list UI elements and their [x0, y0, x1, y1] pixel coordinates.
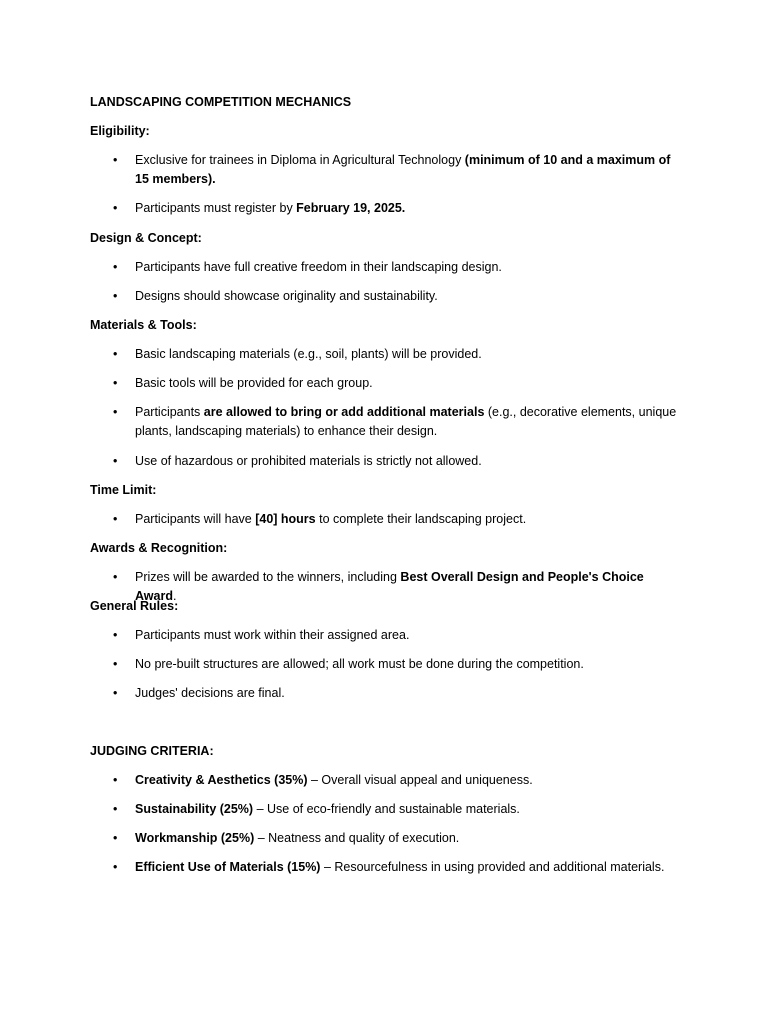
bullet: •	[113, 686, 118, 700]
bullet: •	[113, 260, 118, 274]
bullet: •	[113, 512, 118, 526]
item-emphasis: [40] hours	[255, 512, 316, 526]
judging-heading: JUDGING CRITERIA:	[90, 744, 214, 758]
item-emphasis: (minimum of 10 and a maximum of 15 members).	[135, 153, 671, 186]
item-text: (e.g., decorative elements, unique plants, landscaping materials) to enhance their design.	[135, 405, 677, 438]
item-emphasis: Sustainability (25%)	[135, 802, 254, 816]
list-item	[113, 626, 683, 645]
list-item	[113, 655, 683, 674]
bullet: •	[113, 201, 118, 215]
list-item	[113, 345, 683, 364]
item-text: – Use of eco-friendly and sustainable materials.	[253, 802, 520, 816]
list-item	[113, 199, 683, 218]
list-item	[113, 684, 683, 703]
design-heading: Design & Concept:	[90, 231, 202, 245]
materials-heading: Materials & Tools:	[90, 318, 197, 332]
list-item	[113, 374, 683, 393]
item-text: .	[172, 589, 177, 603]
list-item	[113, 452, 683, 471]
bullet: •	[113, 802, 118, 816]
list-item	[113, 403, 683, 441]
item-text: – Overall visual appeal and uniqueness.	[307, 773, 533, 787]
item-text: Participants must work within their assigned area.	[135, 628, 410, 642]
time-heading: Time Limit:	[90, 483, 157, 497]
bullet: •	[113, 773, 118, 787]
bullet: •	[113, 289, 118, 303]
rules-heading: General Rules:	[90, 599, 179, 613]
bullet: •	[113, 570, 118, 584]
list-item	[113, 771, 683, 790]
item-emphasis: Workmanship (25%)	[135, 831, 255, 845]
item-text: – Resourcefulness in using provided and additional materials.	[320, 860, 665, 874]
item-text: to complete their landscaping project.	[315, 512, 527, 526]
item-text: Judges' decisions are final.	[135, 686, 285, 700]
item-emphasis: are allowed to bring or add additional materials	[203, 405, 485, 419]
item-text: Basic landscaping materials (e.g., soil, plants) will be provided.	[135, 347, 482, 361]
item-text: Use of hazardous or prohibited materials is strictly not allowed.	[135, 454, 482, 468]
item-emphasis: Creativity & Aesthetics (35%)	[135, 773, 308, 787]
list-item	[113, 568, 683, 606]
item-emphasis: February 19, 2025.	[296, 201, 406, 215]
list-item	[113, 258, 683, 277]
list-item	[113, 510, 683, 529]
item-text: Participants will have	[135, 512, 256, 526]
bullet: •	[113, 347, 118, 361]
document-title: LANDSCAPING COMPETITION MECHANICS	[90, 95, 352, 109]
item-emphasis: Best Overall Design and People's Choice Award	[135, 570, 644, 603]
list-item	[113, 800, 683, 819]
item-text: Participants	[135, 405, 204, 419]
item-text: No pre-built structures are allowed; all work must be done during the competition.	[135, 657, 584, 671]
item-text: Participants have full creative freedom in their landscaping design.	[135, 260, 502, 274]
bullet: •	[113, 153, 118, 167]
bullet: •	[113, 628, 118, 642]
item-text: – Neatness and quality of execution.	[254, 831, 460, 845]
list-item	[113, 151, 683, 189]
bullet: •	[113, 860, 118, 874]
item-text: Designs should showcase originality and sustainability.	[135, 289, 438, 303]
list-item	[113, 858, 683, 877]
item-text: Prizes will be awarded to the winners, including	[135, 570, 401, 584]
bullet: •	[113, 405, 118, 419]
item-text: Participants must register by	[135, 201, 297, 215]
list-item	[113, 287, 683, 306]
item-emphasis: Efficient Use of Materials (15%)	[135, 860, 321, 874]
item-text: Basic tools will be provided for each group.	[135, 376, 373, 390]
bullet: •	[113, 657, 118, 671]
eligibility-heading: Eligibility:	[90, 124, 150, 138]
bullet: •	[113, 376, 118, 390]
awards-heading: Awards & Recognition:	[90, 541, 228, 555]
list-item	[113, 829, 683, 848]
bullet: •	[113, 831, 118, 845]
item-text: Exclusive for trainees in Diploma in Agricultural Technology	[135, 153, 465, 167]
bullet: •	[113, 454, 118, 468]
